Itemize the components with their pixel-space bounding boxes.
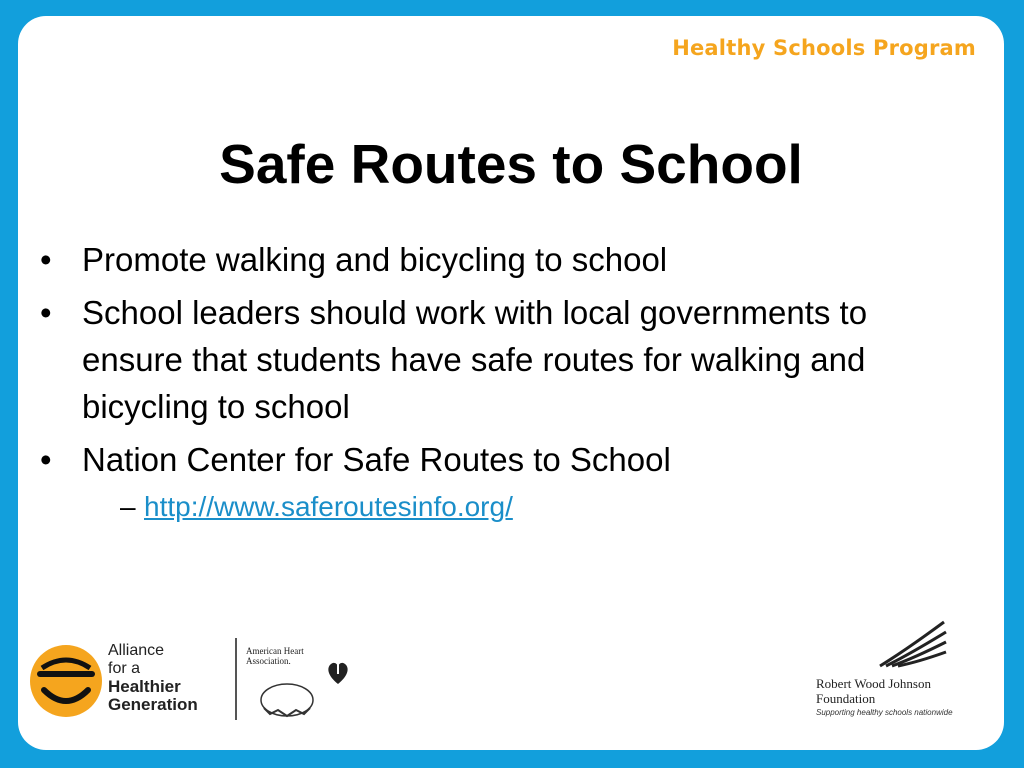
rwj-swoosh-icon: [876, 620, 948, 670]
bullet-dot: •: [40, 441, 52, 478]
rwj-line: Foundation: [816, 691, 876, 706]
alliance-logo-text: [108, 642, 198, 714]
program-name: Healthy Schools Program: [672, 36, 976, 60]
heart-torch-icon: [326, 656, 350, 686]
aha-line: Association.: [246, 656, 291, 666]
clinton-foundation-logo-icon: [256, 680, 318, 720]
rwj-logo-text: [816, 676, 931, 706]
logo-divider: [235, 638, 237, 720]
alliance-line: Alliance: [108, 642, 165, 659]
bullet-dot: •: [40, 294, 52, 331]
bullet-text: Nation Center for Safe Routes to School: [82, 441, 671, 478]
bullet-text: Promote walking and bicycling to school: [82, 241, 668, 278]
bullet-text: School leaders should work with local governments to ensure that students have safe routes for walking and bicycling to school: [82, 294, 868, 425]
bullet-item: [32, 236, 962, 283]
sub-bullet-item: [32, 487, 962, 527]
rwj-line: Robert Wood Johnson: [816, 676, 931, 691]
alliance-line: for a: [108, 660, 141, 677]
sub-bullet-dash: –: [120, 491, 136, 522]
alliance-line: Healthier: [108, 677, 181, 696]
aha-line: American Heart: [246, 646, 304, 656]
bullet-list: [32, 236, 962, 527]
alliance-line: Generation: [108, 695, 198, 714]
safe-routes-link[interactable]: http://www.saferoutesinfo.org/: [144, 491, 513, 522]
aha-logo-text: [246, 646, 304, 666]
slide-title: Safe Routes to School: [219, 133, 803, 195]
bullet-item: [32, 436, 962, 483]
bullet-item: [32, 289, 962, 430]
bullet-dot: •: [40, 241, 52, 278]
rwj-tagline: Supporting healthy schools nationwide: [816, 708, 953, 717]
